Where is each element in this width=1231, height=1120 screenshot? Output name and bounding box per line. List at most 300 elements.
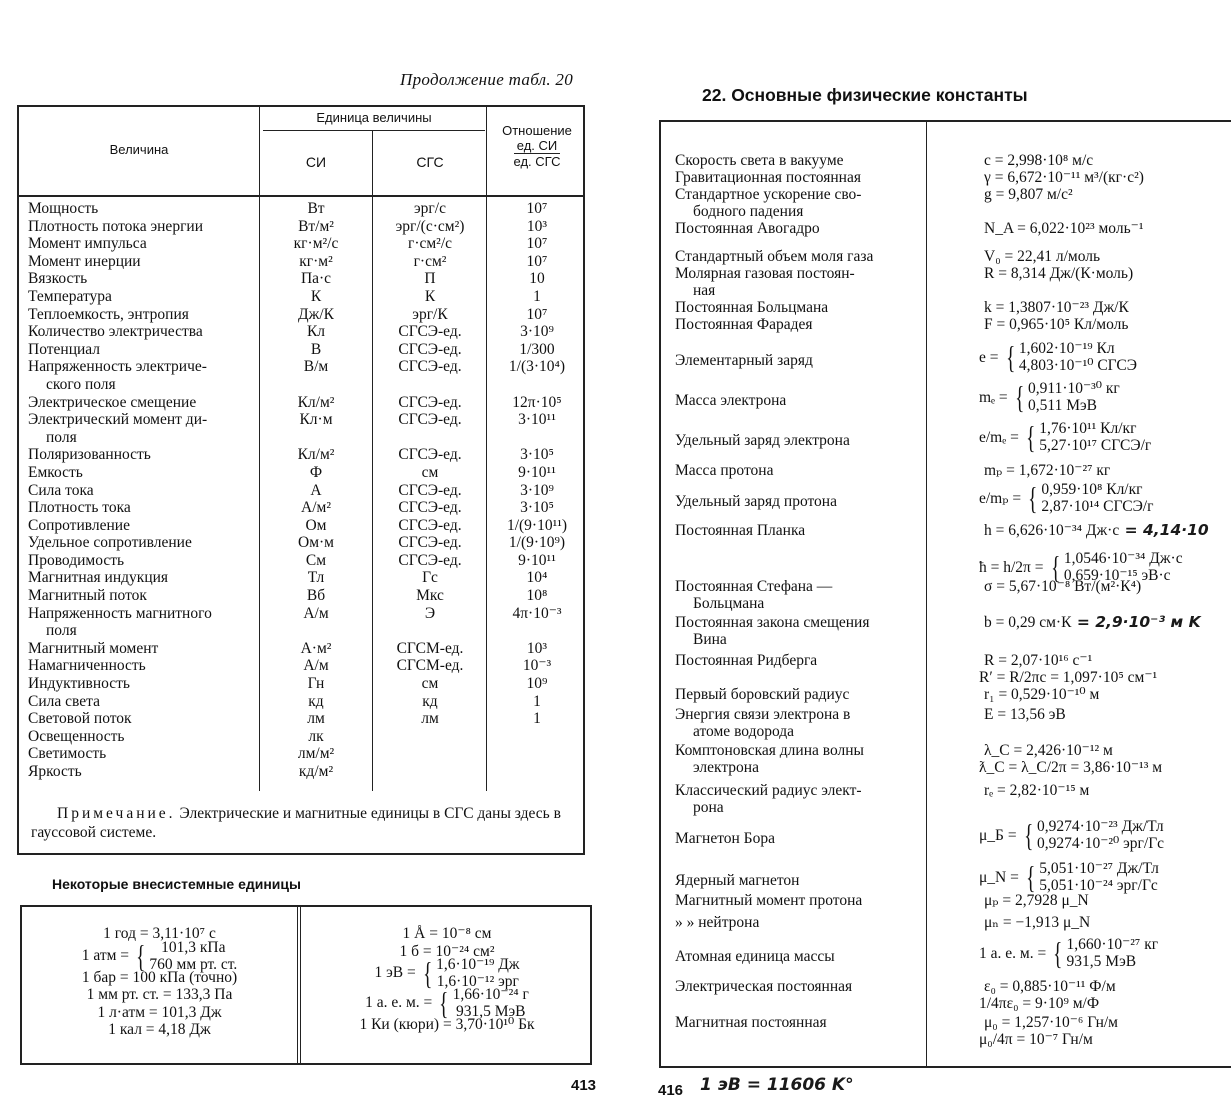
constant-value-line-2: ƛ_C = λ_C/2π = 3,86·10⁻¹³ м (979, 759, 1163, 776)
value-text: b = 0,29 см·К (984, 614, 1072, 631)
cgs-unit: СГСЭ-ед. (398, 411, 462, 429)
cgs-unit: кд (422, 692, 438, 710)
quantity-name (19, 288, 260, 306)
equation-lhs: mₑ = (979, 388, 1008, 406)
units-table-header (19, 107, 583, 197)
value-text: γ = 6,672·10⁻¹¹ м³/(кг·с²) (984, 169, 1144, 186)
table-note (31, 804, 579, 842)
column-divider (486, 107, 487, 195)
value-stack (1037, 818, 1164, 852)
header-unit-group: Единица величины (316, 110, 432, 125)
table-row (19, 218, 583, 236)
header-cgs: СГС (416, 154, 444, 170)
unit-ratio: 10⁸ (526, 587, 548, 605)
stacked-value: 1,0546·10⁻³⁴ Дж·с (1063, 550, 1183, 567)
table-row (19, 640, 583, 658)
si-unit: Гн (307, 675, 325, 693)
off-system-entry: 1 Ки (кюри) = 3,70·10¹⁰ Бк (359, 1016, 535, 1034)
quantity-name (19, 235, 260, 253)
unit-ratio: 1/(9·10⁹) (508, 534, 566, 552)
header-divider (263, 130, 485, 131)
value-stack (1039, 420, 1151, 454)
si-unit: Ф (309, 463, 323, 481)
constant-value-line (929, 265, 1231, 282)
si-unit: В/м (303, 358, 329, 376)
left-brace-icon: { (1053, 935, 1063, 971)
stacked-value: 0,511 МэВ (1028, 397, 1097, 414)
quantity-name-text: Проводимость (28, 551, 125, 569)
value-text: ε₀ = 0,885·10⁻¹¹ Ф/м (984, 978, 1116, 995)
brace-equation (979, 860, 1159, 894)
quantity-name (19, 341, 260, 359)
cgs-unit: Мкс (416, 587, 444, 605)
constant-name-continuation: Вина (693, 631, 727, 648)
handwritten-annotation: = 4,14·10 (1119, 521, 1209, 539)
constant-name (675, 265, 915, 299)
constant-name-continuation: бодного падения (693, 203, 804, 220)
off-system-entry: 1 мм рт. ст. = 133,3 Па (86, 986, 233, 1004)
stacked-value: 5,051·10⁻²⁷ Дж/Тл (1039, 860, 1159, 877)
constant-value-line (929, 316, 1231, 333)
constant-value (929, 978, 1231, 1012)
stacked-value: 1,6·10⁻¹² эрг (436, 973, 519, 991)
quantity-name (19, 358, 260, 393)
quantity-name-text: Вязкость (28, 270, 88, 288)
quantity-name (19, 218, 260, 236)
quantity-name-text: Плотность потока энергии (28, 217, 204, 235)
quantity-name-text: Количество электричества (28, 323, 203, 341)
constant-name-text: Масса электрона (675, 392, 787, 409)
value-text: R = 2,07·10¹⁶ с⁻¹ (984, 652, 1093, 669)
equation-lhs: e/mₑ = (979, 428, 1019, 446)
constant-name-text: Постоянная Стефана — (675, 578, 833, 595)
brace-equation (82, 939, 238, 973)
constant-name-text: Стандартный объем моля газа (675, 248, 874, 265)
table-row (19, 341, 583, 359)
constant-name-continuation: атоме водорода (693, 723, 795, 740)
off-system-entry: 1 бар = 100 кПа (точно) (81, 968, 238, 986)
value-stack (1019, 340, 1137, 374)
constant-value-line (929, 578, 1231, 595)
si-unit: К (310, 287, 322, 305)
table-row (19, 745, 583, 763)
constant-value (929, 818, 1231, 852)
table-row (19, 270, 583, 288)
constant-name-text: Постоянная Планка (675, 522, 806, 539)
quantity-name-text: Магнитный поток (28, 587, 147, 605)
constant-value (929, 860, 1231, 894)
cgs-unit: СГСЭ-ед. (398, 516, 462, 534)
constant-name-text: Магнитный момент протона (675, 892, 863, 909)
constant-name-text: Электрическая постоянная (675, 978, 853, 995)
quantity-name (19, 411, 260, 446)
quantity-name (19, 587, 260, 605)
si-unit: Вт (307, 200, 325, 217)
constant-value-line (929, 299, 1231, 316)
quantity-name-text: Намагниченность (28, 657, 146, 675)
header-ratio (489, 123, 585, 169)
table-row (19, 763, 583, 781)
constant-name-text: Постоянная Авогадро (675, 220, 820, 237)
unit-ratio: 9·10¹¹ (518, 551, 556, 569)
constant-value (929, 1014, 1231, 1048)
constant-name (675, 493, 915, 510)
quantity-name (19, 569, 260, 587)
constant-value (929, 522, 1231, 539)
constant-value-line (929, 652, 1231, 669)
unit-ratio: 10⁷ (526, 252, 548, 270)
constant-name (675, 316, 915, 333)
constant-name-text: Элементарный заряд (675, 352, 813, 369)
equation-lhs: ħ = h/2π = (979, 558, 1044, 576)
left-brace-icon: { (1028, 480, 1038, 516)
table-row (19, 552, 583, 570)
si-unit: А (310, 481, 322, 499)
table-row (19, 306, 583, 324)
note-text: Электрические и магнитные единицы в СГС даны здесь в гауссовой системе. (31, 805, 561, 841)
constant-value-line (929, 686, 1231, 703)
cgs-unit: эрг/с (414, 200, 446, 217)
quantity-name-continuation: ского поля (46, 375, 116, 393)
stacked-value: 5,27·10¹⁷ СГСЭ/г (1039, 437, 1152, 454)
value-text: E = 13,56 эВ (984, 706, 1066, 723)
left-brace-icon: { (1050, 549, 1060, 585)
value-text: c = 2,998·10⁸ м/с (984, 152, 1094, 169)
si-unit: лм/м² (297, 745, 335, 763)
brace-equation (979, 936, 1158, 970)
note-label: Примечание. (57, 805, 176, 822)
si-unit: А/м (303, 657, 329, 675)
off-system-left-column (22, 925, 297, 1039)
si-unit: Ом·м (298, 534, 334, 552)
constant-name-text: Атомная единица массы (675, 948, 835, 965)
si-unit: Ом (305, 516, 327, 534)
table-row (19, 323, 583, 341)
units-table-body (19, 200, 583, 781)
constant-name (675, 522, 915, 539)
constant-value-line (929, 914, 1231, 931)
unit-ratio: 10⁷ (526, 305, 548, 323)
constant-name (675, 782, 915, 816)
equation-lhs: 1 атм = (81, 946, 130, 964)
quantity-name-text: Потенциал (28, 340, 101, 358)
constant-name (675, 578, 915, 612)
left-brace-icon: { (1023, 817, 1033, 853)
header-ratio-title: Отношение (502, 123, 572, 138)
table-row (19, 288, 583, 306)
si-unit: Вб (306, 587, 326, 605)
value-text: μₚ = 2,7928 μ_N (984, 892, 1089, 909)
unit-ratio: 1/(9·10¹¹) (506, 516, 568, 534)
page-number-left: 413 (571, 1077, 597, 1094)
constant-value-line (929, 462, 1231, 479)
table-row (19, 710, 583, 728)
constant-name (675, 299, 915, 316)
table-row (19, 253, 583, 271)
constant-name (675, 152, 915, 169)
value-stack (149, 939, 237, 973)
constant-name-text: Постоянная закона смещения (675, 614, 870, 631)
si-unit: кд/м² (298, 763, 334, 780)
si-unit: кд (308, 692, 324, 710)
unit-ratio: 4π·10⁻³ (512, 604, 562, 622)
constant-name-text: Стандартное ускорение сво- (675, 186, 862, 203)
units-table (17, 105, 585, 855)
constant-value-line (929, 186, 1231, 203)
unit-ratio: 1 (533, 287, 541, 305)
stacked-value: 1,6·10⁻¹⁹ Дж (436, 956, 520, 974)
table-row (19, 394, 583, 412)
constant-name (675, 892, 915, 909)
cgs-unit: г·см² (413, 252, 447, 270)
off-system-right-column (302, 925, 592, 1034)
quantity-name-text: Удельное сопротивление (28, 534, 192, 552)
constant-value (929, 299, 1231, 316)
unit-ratio: 10⁷ (526, 200, 548, 217)
off-system-entry: 1 год = 3,11·10⁷ с (103, 925, 216, 942)
quantity-name-text: Момент импульса (28, 235, 147, 253)
quantity-name (19, 693, 260, 711)
unit-ratio: 1/300 (519, 340, 555, 358)
header-ratio-numerator: ед. СИ (514, 138, 561, 154)
quantity-name (19, 323, 260, 341)
cgs-unit: СГСЭ-ед. (398, 446, 462, 464)
stacked-value: 1,602·10⁻¹⁹ Кл (1018, 340, 1115, 357)
cgs-unit: СГСМ-ед. (396, 657, 464, 675)
table-row (19, 446, 583, 464)
table-row (19, 411, 583, 446)
equation-lhs: e = (979, 348, 999, 366)
quantity-name-text: Сила тока (28, 481, 94, 499)
unit-ratio: 10⁹ (526, 675, 548, 693)
stacked-value: 101,3 кПа (161, 938, 226, 956)
constant-name-text: Масса протона (675, 462, 774, 479)
constant-value-line (929, 220, 1231, 237)
table-row (19, 605, 583, 640)
table-row (19, 657, 583, 675)
quantity-name (19, 728, 260, 746)
value-text: F = 0,965·10⁵ Кл/моль (984, 316, 1129, 333)
cgs-unit: СГСЭ-ед. (398, 393, 462, 411)
quantity-name-text: Момент инерции (28, 252, 141, 270)
constant-name (675, 169, 915, 186)
quantity-name-text: Сила света (28, 692, 100, 710)
table-row (19, 235, 583, 253)
cgs-unit: СГСЭ-ед. (398, 323, 462, 341)
constant-value (929, 578, 1231, 595)
table-row (19, 693, 583, 711)
constant-value (929, 152, 1231, 169)
constant-value (929, 420, 1231, 454)
unit-ratio: 12π·10⁵ (512, 393, 562, 411)
value-text: μₙ = −1,913 μ_N (984, 914, 1091, 931)
constant-name (675, 432, 915, 449)
equation-lhs: μ_N = (979, 868, 1019, 886)
stacked-value: 4,803·10⁻¹⁰ СГСЭ (1018, 357, 1137, 374)
constant-value-line (929, 978, 1231, 995)
value-text: μ₀ = 1,257·10⁻⁶ Гн/м (984, 1014, 1118, 1031)
si-unit: Кл/м² (297, 446, 335, 464)
constant-name (675, 978, 915, 995)
right-page (655, 0, 1231, 1120)
quantity-name-text: Световой поток (28, 710, 132, 728)
stacked-value: 5,051·10⁻²⁴ эрг/Гс (1039, 877, 1158, 894)
value-text: σ = 5,67·10⁻⁸ Вт/(м²·К⁴) (984, 578, 1142, 595)
constant-value-line (929, 169, 1231, 186)
constant-value (929, 742, 1231, 776)
value-text: g = 9,807 м/с² (984, 186, 1073, 203)
table-row (19, 675, 583, 693)
cgs-unit: СГСЭ-ед. (398, 481, 462, 499)
constant-value (929, 481, 1231, 515)
equation-lhs: 1 эВ = (374, 964, 416, 982)
value-stack (1041, 481, 1153, 515)
cgs-unit: П (424, 270, 436, 288)
constant-value (929, 316, 1231, 333)
cgs-unit: К (424, 287, 436, 305)
quantity-name (19, 394, 260, 412)
si-unit: Кл/м² (297, 393, 335, 411)
header-si: СИ (305, 154, 327, 170)
value-stack (1067, 936, 1159, 970)
left-brace-icon: { (136, 937, 146, 974)
quantity-name-text: Температура (28, 287, 112, 305)
constant-name-text: Молярная газовая постоян- (675, 265, 855, 282)
table-row (19, 499, 583, 517)
unit-ratio: 9·10¹¹ (518, 463, 556, 481)
constant-name (675, 220, 915, 237)
off-system-entry (302, 986, 592, 1020)
constant-name-text: Первый боровский радиус (675, 686, 850, 703)
constant-value (929, 936, 1231, 970)
constant-name (675, 830, 915, 847)
quantity-name-text: Напряженность магнитного (28, 604, 212, 622)
constant-value (929, 186, 1231, 203)
quantity-name-continuation: поля (46, 622, 77, 640)
brace-equation (979, 481, 1153, 515)
unit-ratio: 3·10⁵ (520, 446, 554, 464)
constant-value (929, 782, 1231, 799)
equation-lhs: 1 а. е. м. = (979, 944, 1047, 962)
cgs-unit: см (421, 463, 439, 481)
constant-name (675, 914, 915, 931)
value-text: V₀ = 22,41 л/моль (984, 248, 1101, 265)
header-ratio-denominator: ед. СГС (513, 154, 561, 169)
stacked-value: 0,9274·10⁻²⁰ эрг/Гс (1036, 835, 1165, 852)
table-row (19, 358, 583, 393)
quantity-name-text: Поляризованность (28, 446, 151, 464)
cgs-unit: г·см²/с (407, 235, 453, 253)
quantity-name (19, 499, 260, 517)
si-unit: Тл (307, 569, 325, 587)
off-system-entry (22, 939, 297, 973)
constant-value (929, 686, 1231, 703)
quantity-name (19, 200, 260, 218)
cgs-unit: СГСЭ-ед. (398, 551, 462, 569)
quantity-name-text: Магнитный момент (28, 639, 159, 657)
si-unit: Кл·м (299, 411, 333, 429)
cgs-unit: эрг/К (412, 305, 448, 323)
quantity-name (19, 640, 260, 658)
column-divider (259, 107, 260, 195)
constant-name (675, 948, 915, 965)
value-stack (1028, 380, 1120, 414)
table-row (19, 482, 583, 500)
quantity-name-text: Сопротивление (28, 516, 130, 534)
constant-name (675, 186, 915, 220)
value-text: λ_C = 2,426·10⁻¹² м (984, 742, 1113, 759)
unit-ratio: 3·10⁵ (520, 499, 554, 517)
stacked-value: 0,959·10⁸ Кл/кг (1041, 481, 1143, 498)
handwritten-annotation: = 2,9·10⁻³ м K (1071, 613, 1201, 631)
quantity-name (19, 464, 260, 482)
quantity-name-text: Емкость (28, 463, 83, 481)
constant-value-line-2: 1/4πε₀ = 9·10⁹ м/Ф (979, 995, 1100, 1012)
quantity-name (19, 306, 260, 324)
unit-ratio: 10³ (526, 217, 548, 235)
quantity-name-text: Плотность тока (28, 499, 131, 517)
table-row (19, 569, 583, 587)
table-row (19, 587, 583, 605)
constant-name-text: Магнетон Бора (675, 830, 775, 847)
table-row (19, 728, 583, 746)
constant-name-text: Гравитационная постоянная (675, 169, 861, 186)
value-stack (1039, 860, 1159, 894)
cgs-unit: СГСЭ-ед. (398, 499, 462, 517)
table-row (19, 534, 583, 552)
quantity-name (19, 657, 260, 675)
cgs-unit: СГСМ-ед. (396, 639, 464, 657)
constant-name (675, 614, 915, 648)
constant-value (929, 892, 1231, 909)
quantity-name (19, 446, 260, 464)
si-unit: А/м² (301, 499, 331, 517)
quantity-name-text: Яркость (28, 763, 82, 780)
table-row (19, 200, 583, 218)
constant-name-text: Постоянная Больцмана (675, 299, 829, 316)
table-row (19, 517, 583, 535)
constant-value-line (929, 522, 1231, 539)
quantity-name-continuation: поля (46, 428, 77, 446)
cgs-unit: Э (424, 604, 436, 622)
quantity-name (19, 253, 260, 271)
constant-name (675, 248, 915, 265)
left-brace-icon: { (422, 955, 433, 992)
constant-value (929, 652, 1231, 686)
si-unit: кг·м² (299, 252, 333, 270)
column-divider (926, 122, 927, 1066)
constant-value-line (929, 706, 1231, 723)
constant-name (675, 352, 915, 369)
off-system-entry: 1 л·атм = 101,3 Дж (97, 1003, 222, 1021)
stacked-value: 0,911·10⁻³⁰ кг (1028, 380, 1120, 397)
constant-value (929, 380, 1231, 414)
constant-name (675, 872, 915, 889)
quantity-name-text: Индуктивность (28, 675, 130, 693)
cgs-unit: СГСЭ-ед. (398, 534, 462, 552)
constant-name (675, 1014, 915, 1031)
stacked-value: 0,9274·10⁻²³ Дж/Тл (1036, 818, 1164, 835)
brace-equation (979, 380, 1120, 414)
stacked-value: 1,66·10⁻²⁴ г (452, 986, 529, 1004)
value-text: N_A = 6,022·10²³ моль⁻¹ (984, 220, 1144, 237)
constant-value-line (929, 782, 1231, 799)
constant-value (929, 614, 1231, 631)
constant-name-continuation: ная (693, 282, 716, 299)
value-text: r₁ = 0,529·10⁻¹⁰ м (984, 686, 1100, 703)
quantity-name-text: Электрический момент ди- (28, 411, 208, 429)
constant-name-text: Классический радиус элект- (675, 782, 862, 799)
